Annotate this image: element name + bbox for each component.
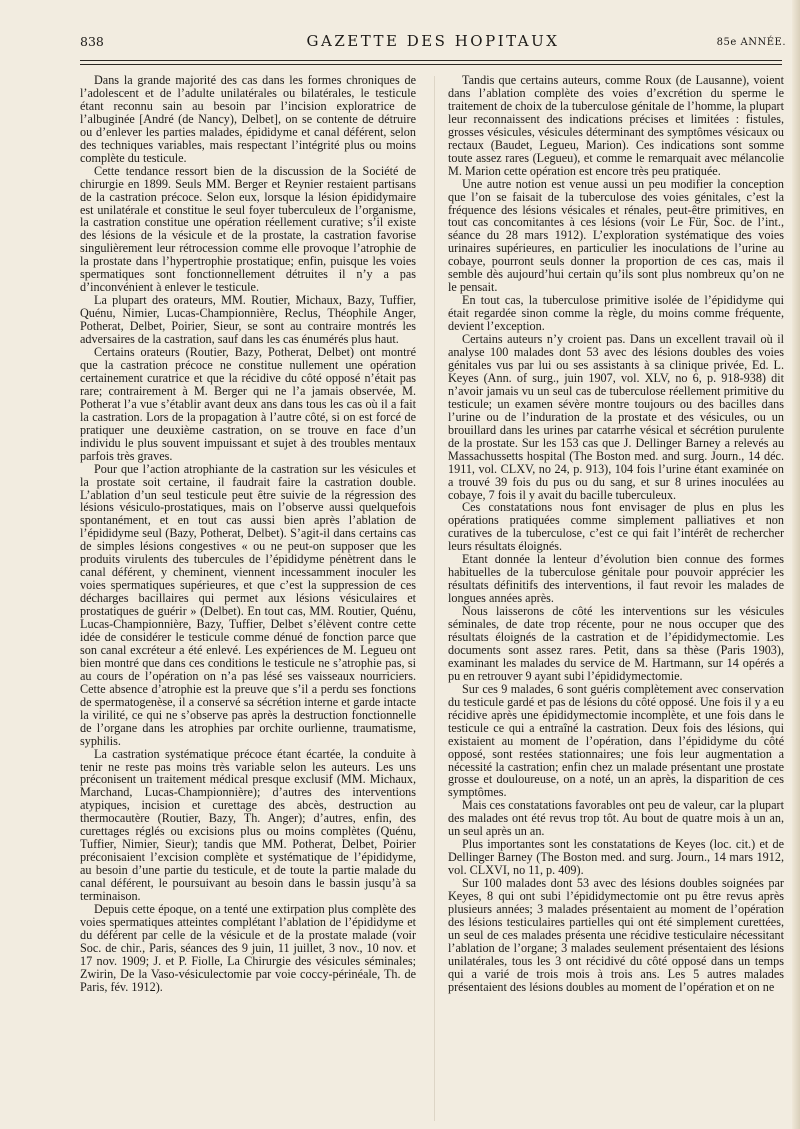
header-rule-thin xyxy=(80,64,782,65)
column-divider xyxy=(434,76,435,1121)
paragraph: Certains auteurs n’y croient pas. Dans un excellent travail où il analyse 100 malades dont 53 avec des lésions doubles des voies génitales vus par lui ou ses assistants à sa clinique privée, Ed. L. Keyes (Ann. of surg., juin 1907, vol. XLV, no 6, p. 918-938) dit n’avoir jamais vu un seul cas de tuberculose réellement primitive du testicule; un examen sévère montre toujours ou des bacilles dans l’urine ou de l’induration de la prostate et des vésicules, ou un brouillard dans les urines par catarrhe vésical et sécrétion purulente de la prostate. Sur les 153 cas que J. Dellinger Barney a relevés au Massachussetts hospital (The Boston med. and surg. Journ., 14 déc. 1911, vol. CLXV, no 24, p. 913), 104 fois l’urine étant examinée on a trouvé 39 fois du pus ou du sang, et sur 8 urines inoculées au cobaye, 7 fois il y avait du bacille tuberculeux. xyxy=(448,332,784,502)
paragraph: Depuis cette époque, on a tenté une extirpation plus complète des voies spermatiques atteintes complétant l’ablation de l’épididyme et du déférent par celle de la vésicule et de la prostate malade (voir Soc. de chir., Paris, séances des 9 juin, 11 juillet, 3 nov., 10 nov. et 17 nov. 1909; J. et P. Fiolle, La Chirurgie des vésicules séminales; Zwirin, De la Vaso-vésiculectomie par voie coccy-périnéale, Th. de Paris, fév. 1912). xyxy=(80,902,416,994)
paragraph: Pour que l’action atrophiante de la castration sur les vésicules et la prostate soit certaine, il faudrait faire la castration double. L’ablation d’un seul testicule peut être suivie de la régression des lésions vésiculo-prostatiques, mais on l’observe aussi quelquefois spontanément, et en tout cas aussi bien après l’ablation de l’épididyme seul (Bazy, Potherat, Delbet). S’agit-il dans certains cas de simples lésions congestives « ou ne peut-on supposer que les produits virulents des tubercules de l’épididyme pénètrent dans le canal déférent, y cheminent, viennent incessamment inoculer les voies spermatiques supérieures, et que c’est la suppression de ces décharges bacillaires qui permet aux lésions vésiculaires et prostatiques de guérir » (Delbet). En tout cas, MM. Routier, Quénu, Lucas-Championnière, Bazy, Tuffier, Delbet s’élèvent contre cette idée de considérer le testicule comme dénué de fonction parce que son canal excréteur a été enlevé. Les expériences de M. Legueu ont bien montré que dans ces conditions le testicule ne s’atrophie pas, si au cours de l’opération on n’a pas lésé ses vaisseaux nourriciers. Cette absence d’atrophie est la preuve que s’il a perdu ses fonctions de spermatogenèse, il a conservé sa sécrétion interne et garde intacte la virilité, ce qui ne s’observe pas après la destruction fonctionnelle de l’organe dans les atrophies par orchite ourlienne, traumatisme, syphilis. xyxy=(80,461,416,748)
paragraph: La castration systématique précoce étant écartée, la conduite à tenir ne reste pas moins très variable selon les auteurs. Les uns préconisent un traitement médical presque exclusif (MM. Michaux, Marchand, Lucas-Championnière); d’autres des interventions atypiques, incision et curettage des abcès, destruction au thermocautère (Routier, Bazy, Th. Anger); d’autres, enfin, des curettages réglés ou excisions plus ou moins complètes (Quénu, Tuffier, Nimier, Sieur); tandis que MM. Potherat, Delbet, Poirier préconisaient l’excision complète et systématique de l’épididyme, au besoin d’une partie du testicule, et de toute la partie malade du canal déférent, le poursuivant au besoin dans le bassin jusqu’à sa terminaison. xyxy=(80,746,416,904)
header-rule-thick xyxy=(80,60,782,61)
paragraph: Sur ces 9 malades, 6 sont guéris complètement avec conservation du testicule gardé et pas de lésions du côté opposé. Une fois il y a eu récidive après une épididymectomie incomplète, et une fois dans le testicule ce qui a entraîné la castration. Deux fois des lésions, qui existaient au moment de l’opération, dans l’épididyme du côté opposé, sont restées stationnaires; une fois leur augmentation a nécessité la castration; enfin chez un malade présentant une prostate grosse et douloureuse, on a noté, un an après, la disparition de ces symptômes. xyxy=(448,681,784,800)
left-column xyxy=(80,74,416,994)
page-number: 838 xyxy=(80,34,104,49)
paragraph: Mais ces constatations favorables ont peu de valeur, car la plupart des malades ont été revus trop tôt. Au bout de quatre mois à un an, un seul après un an. xyxy=(448,798,784,839)
paragraph: La plupart des orateurs, MM. Routier, Michaux, Bazy, Tuffier, Quénu, Nimier, Lucas-Championnière, Reclus, Théophile Anger, Potherat, Delbet, Poirier, Sieur, se sont au contraire montrés les adversaires de la castration, sauf dans les cas énumérés plus haut. xyxy=(80,293,416,347)
paragraph: En tout cas, la tuberculose primitive isolée de l’épididyme qui était regardée sinon comme la règle, du moins comme fréquente, devient l’exception. xyxy=(448,293,784,334)
paragraph: Cette tendance ressort bien de la discussion de la Société de chirurgie en 1899. Seuls MM. Berger et Reynier restaient partisans de la castration précoce. Selon eux, lorsque la lésion épididymaire est unilatérale et constitue le seul foyer tuberculeux de l’organisme, la castration constitue une opération réellement curative; s’il existe des lésions de la vésicule et de la prostate, la castration favorise singulièrement leur rétrocession comme elle provoque l’atrophie de la prostate dans l’hypertrophie prostatique; enfin, puisque les voies spermatiques sont fonctionnellement détruites il n’y a pas d’inconvénient à enlever le testicule. xyxy=(80,163,416,295)
paragraph: Sur 100 malades dont 53 avec des lésions doubles soignées par Keyes, 8 qui ont subi l’épididymectomie ont pu être revus après plusieurs années; 3 malades présentaient au moment de l’opération des lésions testiculaires partielles qui ont été simplement curettées, un seul de ces malades présenta une récidive testiculaire nécessitant l’ablation de l’organe; 3 malades seulement présentaient des lésions unilatérales, tous les 3 ont récidivé du côté opposé dans un temps qui a varié de trois mois à trois ans. Les 5 autres malades présentaient des lésions doubles au moment de l’opération et on ne xyxy=(448,876,784,994)
paragraph: Ces constatations nous font envisager de plus en plus les opérations pratiquées comme simplement palliatives et non curatives de la tuberculose, c’est ce qui fait l’intérêt de rechercher leurs résultats éloignés. xyxy=(448,500,784,554)
page-header xyxy=(80,32,786,58)
right-column xyxy=(448,74,784,994)
paragraph: Nous laisserons de côté les interventions sur les vésicules séminales, de date trop récente, pour ne nous occuper que des résultats éloignés de la castration et de l’épididymectomie. Les documents sont assez rares. Petit, dans sa thèse (Paris 1903), examinant les malades du service de M. Hartmann, sur 14 opérés a pu en retrouver 9 ayant subi l’épididymectomie. xyxy=(448,604,784,683)
page-edge-shadow xyxy=(792,0,800,1129)
paragraph: Etant donnée la lenteur d’évolution bien connue des formes habituelles de la tuberculose génitale pour pouvoir apprécier les résultats définitifs des interventions, il faut revoir les malades de longues années après. xyxy=(448,552,784,606)
paragraph: Plus importantes sont les constatations de Keyes (loc. cit.) et de Dellinger Barney (The Boston med. and surg. Journ., 14 mars 1912, vol. CLXVI, no 11, p. 409). xyxy=(448,837,784,878)
paragraph: Certains orateurs (Routier, Bazy, Potherat, Delbet) ont montré que la castration précoce ne constitue nullement une opération certainement curatrice et que la récidive du côté opposé n’était pas rare; contrairement à M. Berger qui ne l’a jamais observée, M. Potherat l’a vue s’établir avant deux ans dans tous les cas où il a fait la castration. Lors de la propagation à l’autre côté, si on est forcé de pratiquer une deuxième castration, on se trouve en face d’un individu le plus souvent impuissant et sujet à des troubles mentaux parfois très graves. xyxy=(80,345,416,463)
paragraph: Dans la grande majorité des cas dans les formes chroniques de l’adolescent et de l’adulte unilatérales ou bilatérales, le testicule étant reconnu sain au besoin par l’incision exploratrice de l’albuginée [André (de Nancy), Delbet], on se contente de détruire ou d’enlever les parties malades, épididyme et canal déférent, selon des techniques variables, mais respectant l’intégrité plus ou moins complète du testicule. xyxy=(80,73,416,165)
paragraph: Tandis que certains auteurs, comme Roux (de Lausanne), voient dans l’ablation complète des voies d’excrétion du sperme le traitement de choix de la tuberculose génitale de l’homme, la plupart leur reconnaissent des indications précises et limitées : fistules, grosses vésicules, vésicules déterminant des symptômes vésicaux ou rectaux (Baudet, Legueu, Marion). Ces indications sont somme toute assez rares (Legueu), et comme le remarquait avec mélancolie M. Marion cette opération est encore très peu pratiquée. xyxy=(448,73,784,178)
paragraph: Une autre notion est venue aussi un peu modifier la conception que l’on se faisait de la tuberculose des voies génitales, c’est la fréquence des lésions vésicales et rénales, peut-être primitives, en tout cas concomitantes à ces lésions (voir Le Für, Soc. de l’int., séance du 28 mars 1912). L’exploration systématique des voies urinaires supérieures, en particulier les inoculations de l’urine au cobaye, pourront seuls donner la proportion de ces cas, mais il semble dès aujourd’hui certain qu’ils sont plus nombreux qu’on ne le pensait. xyxy=(448,176,784,295)
journal-title: GAZETTE DES HOPITAUX xyxy=(306,32,560,50)
year-label: 85e ANNÉE. xyxy=(716,37,786,48)
